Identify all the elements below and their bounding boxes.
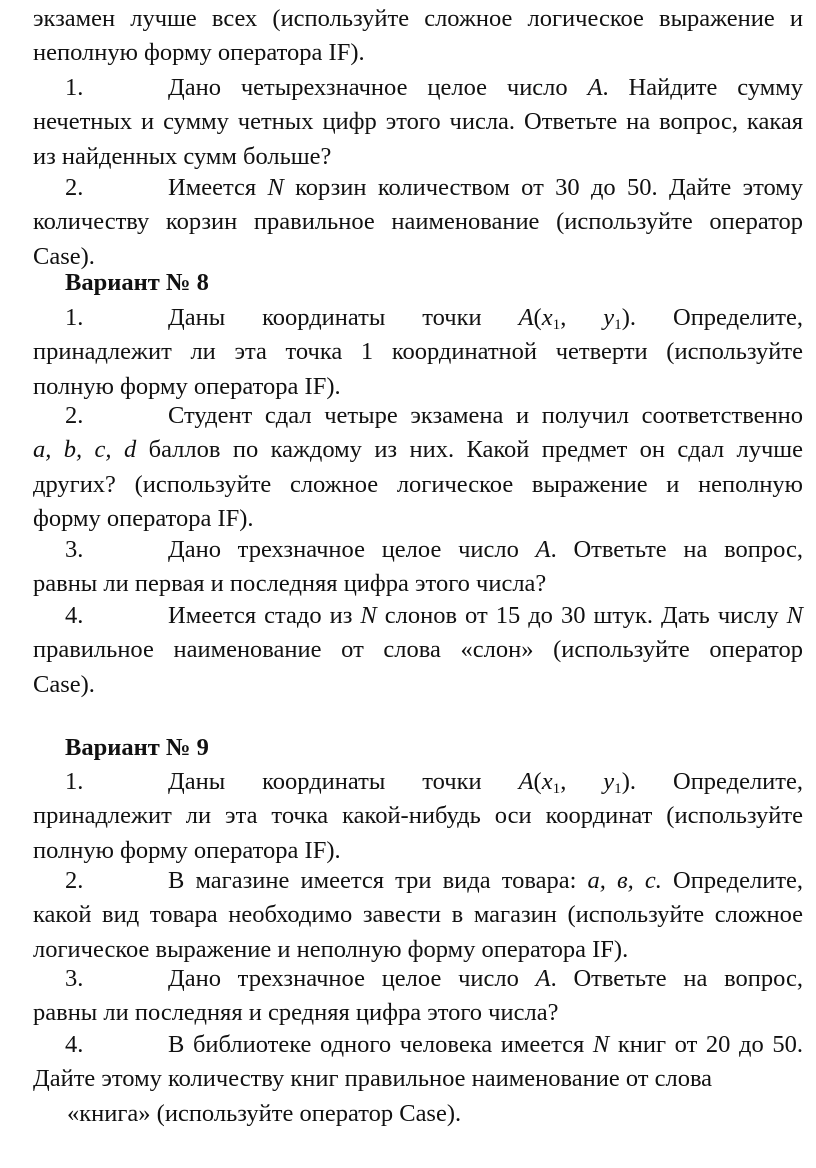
variable: N (360, 602, 377, 629)
variant-heading: Вариант № 9 (65, 734, 209, 761)
text-line: «книга» (используйте оператор Case). (67, 1099, 462, 1127)
text-line: принадлежит ли эта точка какой-нибудь оси координат (используйте (33, 802, 803, 830)
item-number: 2. (65, 174, 84, 201)
task-item: 4. Имеется стадо из N слонов от 15 до 30 штук. Дать числу N правильное наименование от слова «слон» (используйте оператор Case). (33, 599, 803, 702)
text-line: других? (используйте сложное логическое выражение и неполную (33, 470, 803, 498)
task-item: 3. Дано трехзначное целое число A. Ответьте на вопрос, равны ли первая и последняя цифра этого числа? (33, 533, 803, 602)
variable: N (592, 1031, 610, 1058)
text-line: какой вид товара необходимо завести в магазин (используйте сложное (33, 901, 803, 929)
task-item: 1. Даны координаты точки $A(x_1$, $y_1$). Определите, принадлежит ли эта точка 1 координатной четверти (используйте полную форму оператора IF). (33, 301, 803, 404)
item-number: 1. (65, 74, 84, 101)
text-line: форму оператора IF). (33, 505, 254, 533)
text-line: Case). (33, 670, 95, 698)
item-number: 4. (65, 1031, 84, 1058)
task-item: 1. Дано четырехзначное целое число A. Найдите сумму нечетных и сумму четных цифр этого числа. Ответьте на вопрос, какая из найденных сумм больше? (33, 71, 803, 174)
text-line: полную форму оператора IF). (33, 372, 341, 400)
task-item: 4. В библиотеке одного человека имеется N книг от 20 до 50. Дайте этому количеству книг правильное наименование от слова «книга» (используйте оператор Case). (33, 1028, 803, 1131)
text-line: количеству корзин правильное наименование (используйте оператор (33, 208, 803, 236)
text-line: нечетных и сумму четных цифр этого числа. Ответьте на вопрос, какая (33, 108, 803, 136)
item-number: 2. (65, 402, 84, 429)
variable: A (535, 536, 551, 563)
text-line: принадлежит ли эта точка 1 координатной четверти (используйте (33, 338, 803, 366)
text-line: из найденных сумм больше? (33, 142, 332, 170)
variable: N (267, 174, 284, 201)
task-item: 3. Дано трехзначное целое число A. Ответьте на вопрос, равны ли последняя и средняя цифра этого числа? (33, 962, 803, 1031)
text-line: равны ли первая и последняя цифра этого числа? (33, 570, 547, 598)
variable: а, в, с. (587, 867, 662, 894)
task-item: 2. В магазине имеется три вида товара: а, в, с. Определите, какой вид товара необходимо завести в магазин (используйте сложное логическое выражение и неполную форму оператора IF). (33, 864, 803, 967)
text-line: Case). (33, 242, 95, 270)
task-item: 2. Студент сдал четыре экзамена и получил соответственно a, b, c, d баллов по каждому из них. Какой предмет он сдал лучше других? (используйте сложное логическое выражение и неполную форму оператора IF). (33, 399, 803, 537)
item-number: 2. (65, 867, 84, 894)
item-number: 3. (65, 536, 84, 563)
text-line: равны ли последняя и средняя цифра этого числа? (33, 999, 559, 1027)
intro-paragraph (33, 2, 803, 71)
task-item: 2. Имеется N корзин количеством от 30 до 50. Дайте этому количеству корзин правильное наименование (используйте оператор Case). (33, 171, 803, 274)
text-line: логическое выражение и неполную форму оператора IF). (33, 935, 629, 963)
variable: A (587, 74, 603, 101)
variable: A (535, 965, 551, 992)
task-item: 1. Даны координаты точки $A(x_1$, $y_1$). Определите, принадлежит ли эта точка какой-нибудь оси координат (используйте полную форму оператора IF). (33, 765, 803, 868)
variable: a, b, c, d (33, 436, 137, 464)
variant-heading: Вариант № 8 (65, 269, 209, 296)
text-line: неполную форму оператора IF). (33, 39, 365, 67)
text-line: Дайте этому количеству книг правильное наименование от слова (33, 1065, 713, 1093)
item-number: 4. (65, 602, 84, 629)
text-line: экзамен лучше всех (используйте сложное логическое выражение и (33, 5, 803, 32)
item-number: 3. (65, 965, 84, 992)
text-line: правильное наименование от слова «слон» (используйте оператор (33, 636, 803, 664)
text-line: полную форму оператора IF). (33, 836, 341, 864)
item-number: 1. (65, 768, 84, 795)
item-number: 1. (65, 304, 84, 331)
